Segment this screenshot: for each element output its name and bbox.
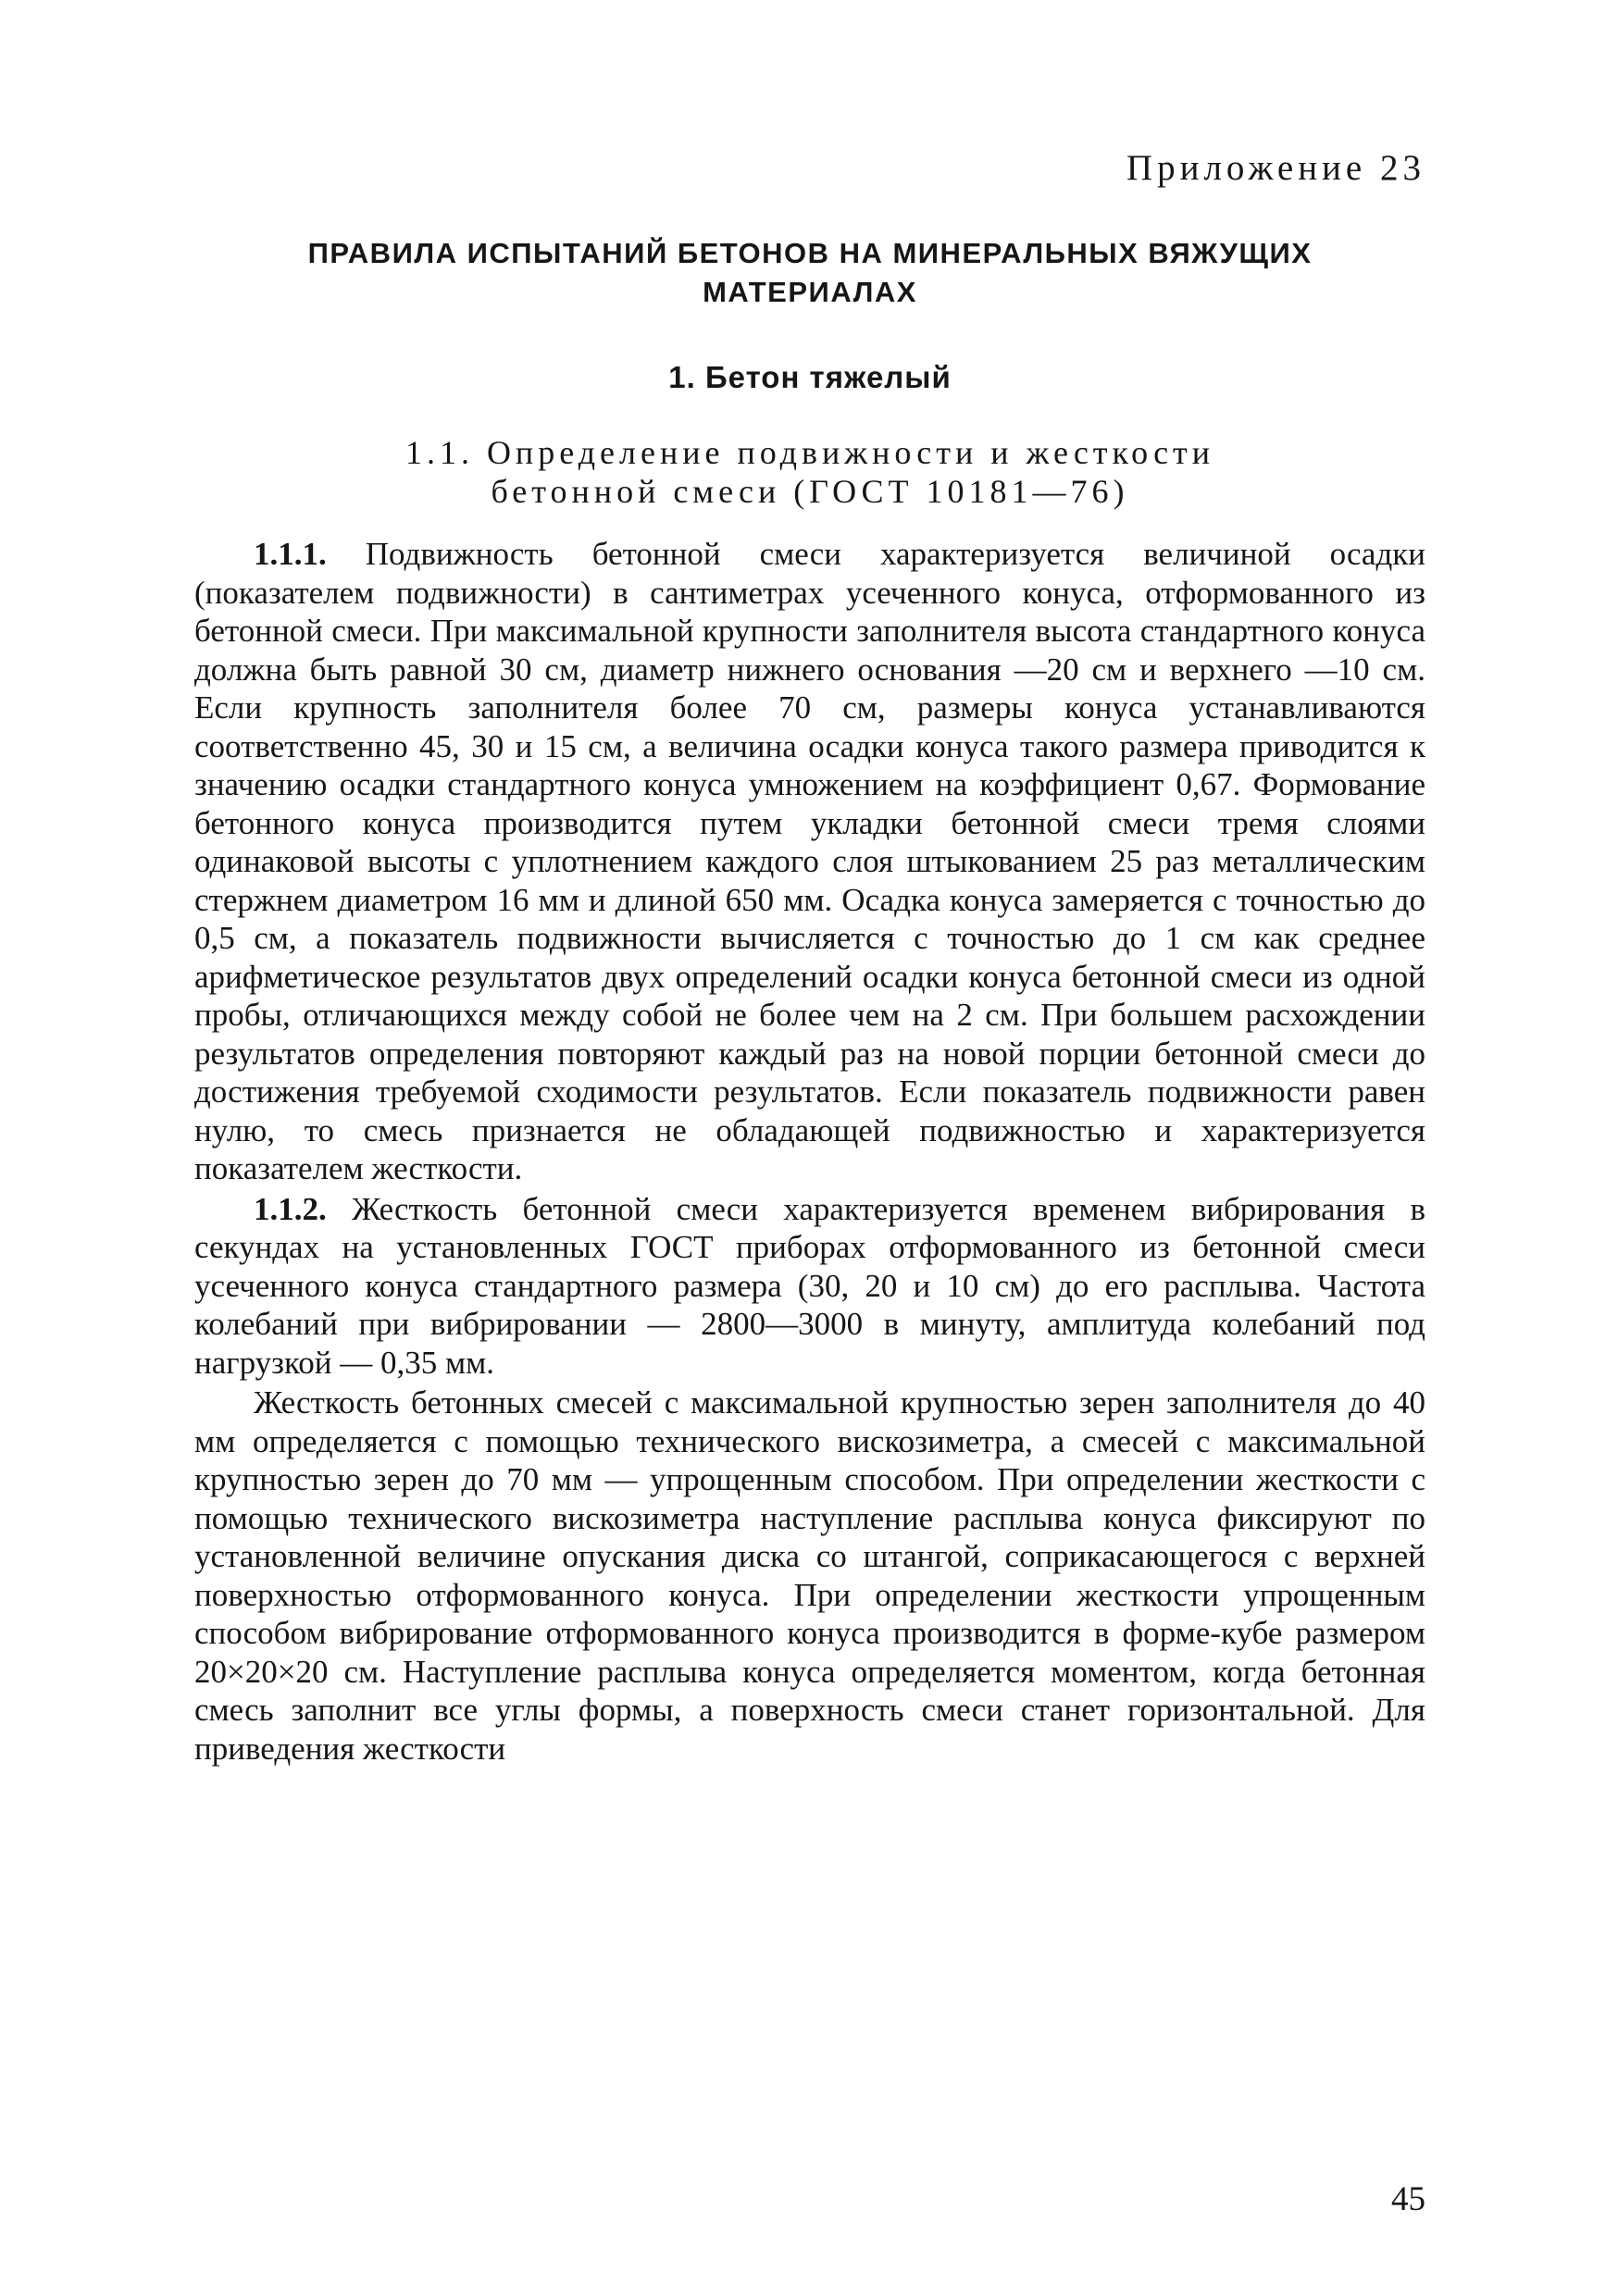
document-title-line-2: МАТЕРИАЛАХ bbox=[703, 276, 917, 308]
paragraph-text: Жесткость бетонной смеси характеризуется временем вибрирования в секундах на установленных ГОСТ приборах отформованного из бетонной смеси усеченного конуса стандартного размера (30, 20 и 10 см) до его расплыва. Частота колебаний при вибрировании — 2800—3000 в минуту, амплитуда колебаний под нагрузкой — 0,35 мм. bbox=[194, 1190, 1425, 1381]
document-title-line-1: ПРАВИЛА ИСПЫТАНИЙ БЕТОНОВ НА МИНЕРАЛЬНЫХ ВЯЖУЩИХ bbox=[307, 237, 1313, 269]
page-number: 45 bbox=[1391, 2180, 1425, 2218]
paragraph-1-1-1 bbox=[194, 535, 1425, 1188]
paragraph-number: 1.1.2. bbox=[254, 1190, 327, 1227]
subsection-heading-line-2: бетонной смеси (ГОСТ 10181—76) bbox=[491, 473, 1129, 510]
subsection-heading bbox=[194, 433, 1425, 511]
paragraph-1-1-2 bbox=[194, 1190, 1425, 1383]
subsection-heading-line-1: 1.1. Определение подвижности и жесткости bbox=[404, 434, 1215, 471]
paragraph-number: 1.1.1. bbox=[254, 536, 327, 572]
section-heading: 1. Бетон тяжелый bbox=[668, 360, 952, 394]
document-page bbox=[194, 139, 1425, 2221]
appendix-label: Приложение 23 bbox=[1126, 148, 1425, 188]
paragraph-text: Жесткость бетонных смесей с максимальной крупностью зерен заполнителя до 40 мм определяется с помощью технического вискозиметра, а смесей с максимальной крупностью зерен до 70 мм — упрощенным способом. При определении жесткости с помощью технического вискозиметра наступление расплыва конуса фиксируют по установленной величине опускания диска со штангой, соприкасающегося с верхней поверхностью отформованного конуса. При определении жесткости упрощенным способом вибрирование отформованного конуса производится в форме-кубе размером 20×20×20 см. Наступление расплыва конуса определяется моментом, когда бетонная смесь заполнит все углы формы, а поверхность смеси станет горизонтальной. Для приведения жесткости bbox=[194, 1384, 1425, 1767]
paragraph-text: Подвижность бетонной смеси характеризуется величиной осадки (показателем подвижности) в сантиметрах усеченного конуса, отформованного из бетонной смеси. При максимальной крупности заполнителя высота стандартного конуса должна быть равной 30 см, диаметр нижнего основания —20 см и верхнего —10 см. Если крупность заполнителя более 70 см, размеры конуса устанавливаются соответственно 45, 30 и 15 см, а величина осадки конуса такого размера приводится к значению осадки стандартного конуса умножением на коэффициент 0,67. Формование бетонного конуса производится путем укладки бетонной смеси тремя слоями одинаковой высоты с уплотнением каждого слоя штыкованием 25 раз металлическим стержнем диаметром 16 мм и длиной 650 мм. Осадка конуса замеряется с точностью до 0,5 см, а показатель подвижности вычисляется с точностью до 1 см как среднее арифметическое результатов двух определений осадки конуса бетонной смеси из одной пробы, отличающихся между собой не более чем на 2 см. При большем расхождении результатов определения повторяют каждый раз на новой порции бетонной смеси до достижения требуемой сходимости результатов. Если показатель подвижности равен нулю, то смесь признается не обладающей подвижностью и характеризуется показателем жесткости. bbox=[194, 536, 1425, 1186]
document-title bbox=[194, 234, 1425, 312]
paragraph-stiffness bbox=[194, 1384, 1425, 1768]
body-text bbox=[194, 535, 1425, 1769]
